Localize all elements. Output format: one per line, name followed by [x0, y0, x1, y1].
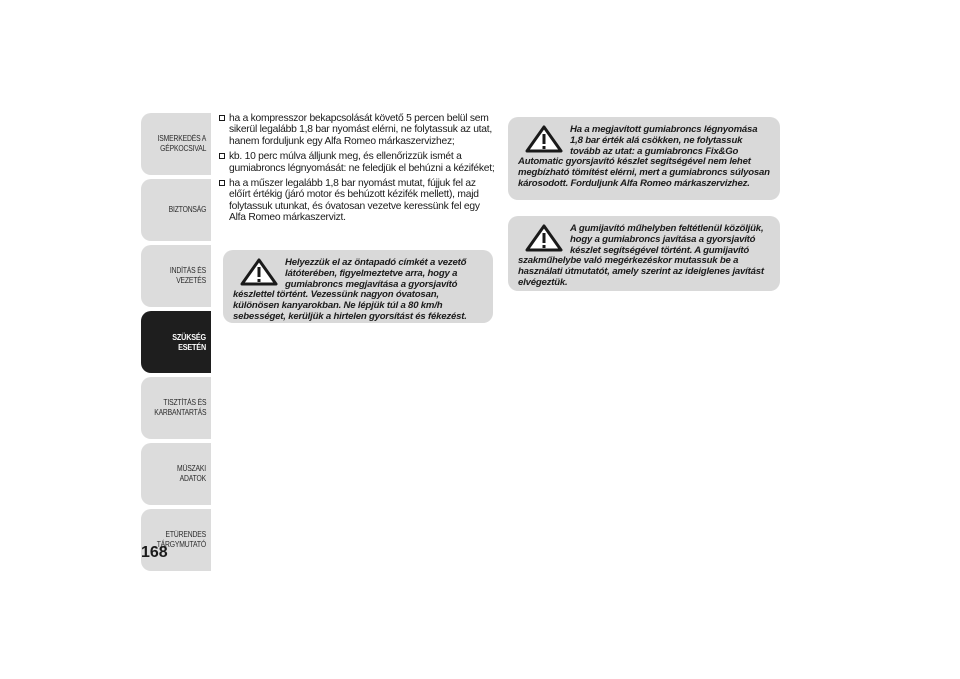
list-item-text: kb. 10 perc múlva álljunk meg, és ellenőrizzük ismét a gumiabroncs légnyomását: ne feledjük el behúzni a kéziféket; [229, 151, 495, 174]
warning-triangle-icon [239, 258, 279, 286]
list-item-text: ha a műszer legalább 1,8 bar nyomást mutat, fújjuk fel az előírt értékig (járó motor és behúzott kézifék mellett), majd folytassuk utunkat, és óvatosan vezetve keressünk fel egy Alfa Romeo márkaszervizt. [229, 178, 480, 224]
tab-ismerkedes[interactable] [141, 113, 211, 175]
tab-inditas[interactable] [141, 245, 211, 307]
tab-szukseg-eseten[interactable] [141, 311, 211, 373]
warning-text: Helyezzük el az öntapadó címkét a vezető látóterében, figyelmeztetve arra, hogy a gumiabroncs megjavítása a gyorsjavító készlettel történt. Vezessünk nagyon óvatosan, különösen kanyarokban. Ne lépjük túl a 80 km/h sebességet, kerüljük a hirtelen gyorsítást és fékezést. [233, 257, 467, 322]
tab-label: INDÍTÁS ÉS VEZETÉS [169, 266, 206, 285]
warning-box [223, 250, 493, 323]
warning-triangle-icon [524, 224, 564, 252]
tab-label: ISMERKEDÉS A GÉPKOCSIVAL [157, 134, 206, 153]
warning-text: A gumijavító műhelyben feltétlenül közöljük, hogy a gumiabroncs javítása a gyorsjavító készlet segítségével történt. A gumijavító szakműhelybe való megérkezéskor mutassuk be a használati útmutatót, amely szerint az ideiglenes javítást elvégeztük. [518, 223, 764, 288]
tab-label: TISZTÍTÁS ÉS KARBANTARTÁS [153, 398, 206, 417]
tab-label: BIZTONSÁG [168, 205, 206, 214]
tab-biztonsag[interactable] [141, 179, 211, 241]
checkbox-bullet-icon [219, 115, 225, 121]
tab-tisztitas[interactable] [141, 377, 211, 439]
warning-text: Ha a megjavított gumiabroncs légnyomása 1,8 bar érték alá csökken, ne folytassuk tovább az utat: a gumiabroncs Fix&Go Automatic gyorsjavító készlet segítségével nem lehet megbízható tömítést elérni, mert a gumiabroncs súlyosan károsodott. Forduljunk Alfa Romeo márkaszervizhez. [518, 124, 770, 189]
bullet-list [219, 113, 495, 228]
tab-label: MŰSZAKI ADATOK [176, 464, 206, 483]
list-item-text: ha a kompresszor bekapcsolását követő 5 percen belül sem sikerül legalább 1,8 bar nyomást elérni, ne folytassuk az utat, hanem forduljunk egy Alfa Romeo márkaszervizhez; [229, 113, 492, 147]
list-item [219, 113, 495, 147]
warning-box [508, 117, 780, 200]
list-item [219, 151, 495, 174]
chapter-sidebar [141, 113, 211, 575]
page-number: 168 [141, 544, 168, 561]
tab-muszaki-adatok[interactable] [141, 443, 211, 505]
list-item [219, 178, 495, 224]
tab-label: SZÜKSÉG ESETÉN [172, 332, 206, 352]
tab-label: ETŰRENDES TÁRGYMUTATÓ [156, 530, 206, 549]
warning-triangle-icon [524, 125, 564, 153]
checkbox-bullet-icon [219, 180, 225, 186]
warning-box [508, 216, 780, 291]
checkbox-bullet-icon [219, 153, 225, 159]
